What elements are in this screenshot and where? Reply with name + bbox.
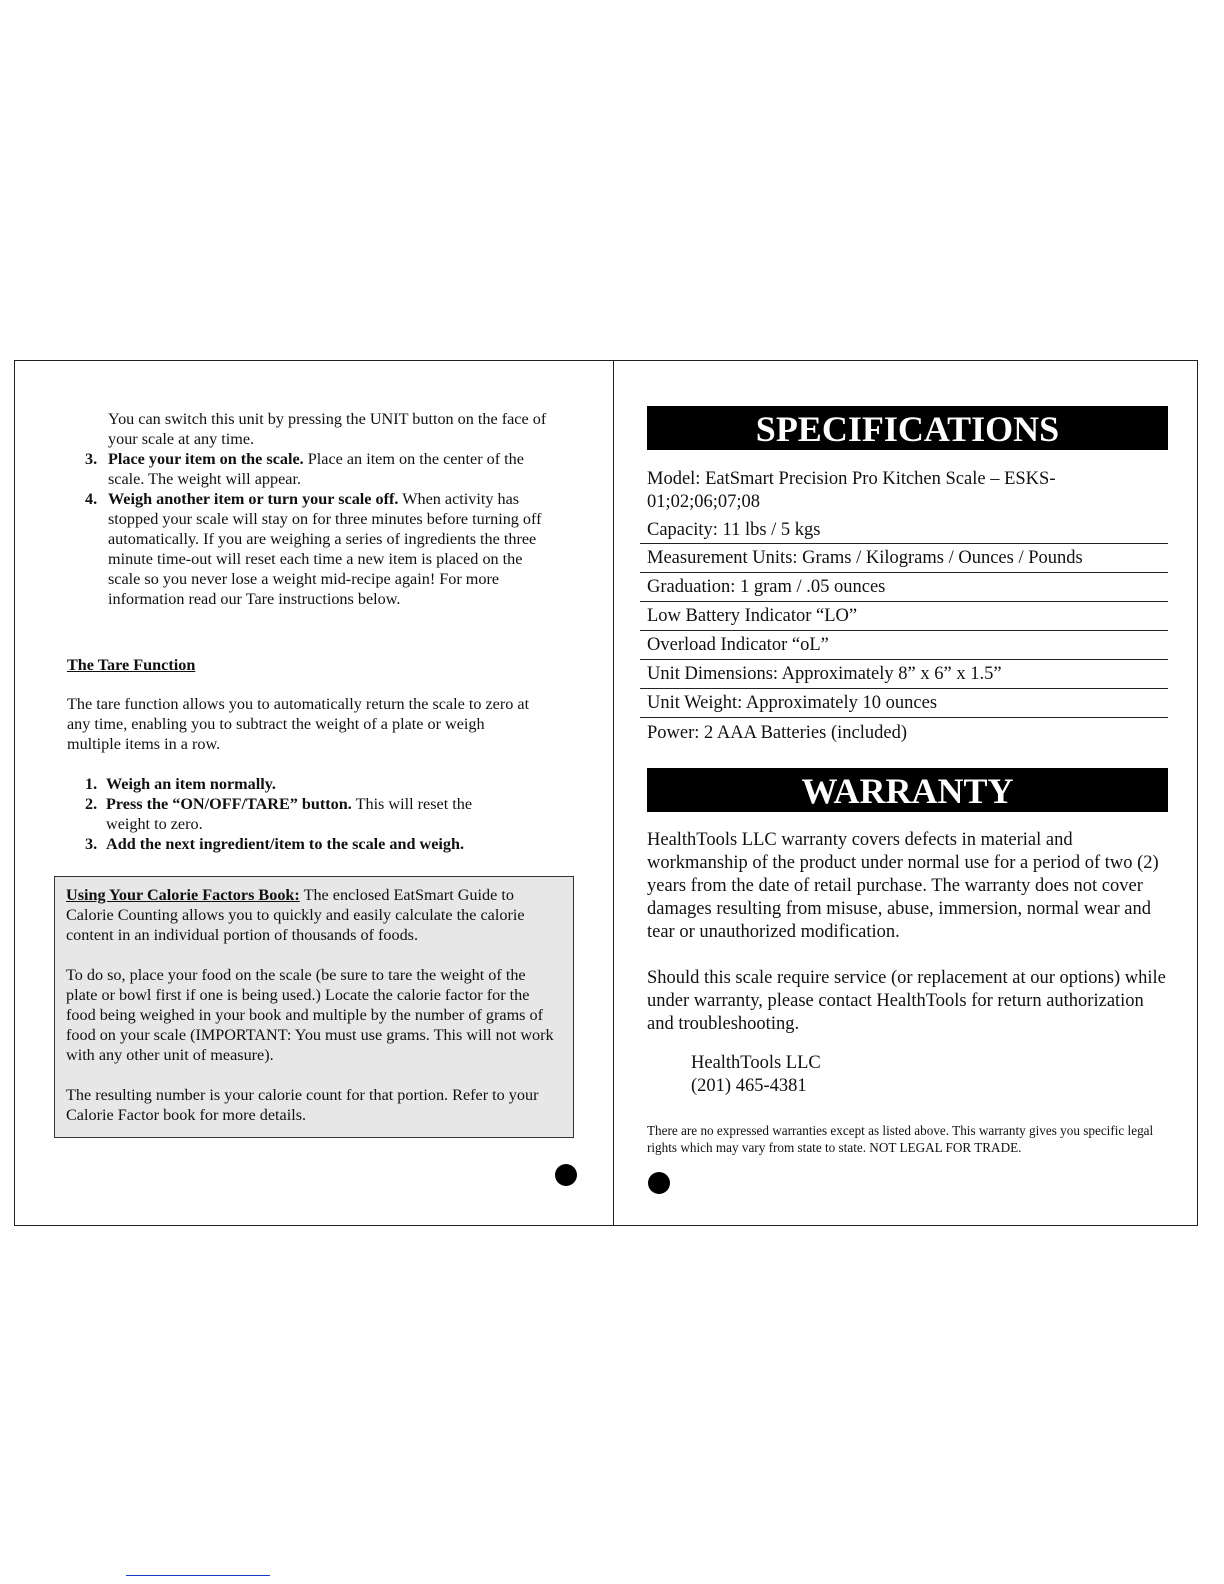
step-4-bold: Weigh another item or turn your scale off. (108, 490, 399, 508)
step-4 (108, 489, 548, 609)
spec-model: Model: EatSmart Precision Pro Kitchen Scale – ESKS-01;02;06;07;08 (647, 469, 1056, 512)
spec-units: Measurement Units: Grams / Kilograms / Ounces / Pounds (640, 544, 1168, 573)
page-divider (613, 360, 614, 1226)
step-4-number: 4. (85, 490, 98, 508)
calorie-factors-box (54, 876, 574, 1138)
spec-capacity: Capacity: 11 lbs / 5 kgs (640, 514, 1168, 544)
step-3 (108, 449, 548, 489)
warranty-paragraph-2: Should this scale require service (or replacement at our options) while under warranty, please contact HealthTools for return authorization and troubleshooting. (647, 968, 1166, 1034)
tare-step-2-number: 2. (85, 795, 98, 813)
step-3-bold: Place your item on the scale. (108, 450, 304, 468)
tare-step-1-bold: Weigh an item normally. (106, 775, 276, 793)
unit-switch-text: You can switch this unit by pressing the UNIT button on the face of your scale at any time. (108, 410, 547, 448)
tare-step-2-bold: Press the “ON/OFF/TARE” button. (106, 795, 352, 813)
spec-weight: Unit Weight: Approximately 10 ounces (640, 689, 1168, 718)
spec-graduation: Graduation: 1 gram / .05 ounces (640, 573, 1168, 602)
bottom-rule (126, 1575, 270, 1576)
tare-intro: The tare function allows you to automatically return the scale to zero at any time, enabling you to subtract the weight of a plate or weigh multiple items in a row. (67, 695, 530, 753)
spec-low-battery: Low Battery Indicator “LO” (640, 602, 1168, 631)
specifications-list (640, 468, 1168, 749)
spec-overload: Overload Indicator “oL” (640, 631, 1168, 660)
left-page-dot-icon (555, 1164, 577, 1186)
calorie-box-paragraph-1 (66, 885, 561, 945)
spec-power: Power: 2 AAA Batteries (included) (647, 723, 907, 743)
calorie-box-p3: The resulting number is your calorie count for that portion. Refer to your Calorie Factor book for more details. (66, 1086, 539, 1124)
tare-step-2 (106, 794, 496, 834)
right-page-dot-icon (648, 1172, 670, 1194)
contact-name: HealthTools LLC (691, 1053, 821, 1073)
warranty-paragraph-1: HealthTools LLC warranty covers defects in material and workmanship of the product under normal use for a period of two (2) years from the date of retail purchase. The warranty does not cover damages resulting from misuse, abuse, immersion, normal wear and tear or unauthorized modification. (647, 830, 1159, 942)
warranty-title: WARRANTY (647, 768, 1168, 812)
tare-step-2-text: This will reset the weight to zero. (106, 795, 473, 833)
spec-dimensions: Unit Dimensions: Approximately 8” x 6” x 1.5” (640, 660, 1168, 689)
step-3-number: 3. (85, 450, 98, 468)
calorie-box-p2: To do so, place your food on the scale (be sure to tare the weight of the plate or bowl first if one is being used.) Locate the calorie factor for the food being weighed in your book and multiple by the number of grams of food on your scale (IMPORTANT: You must use grams. This will not work with any other unit of measure). (66, 966, 554, 1064)
tare-step-1 (106, 774, 546, 794)
contact-phone: (201) 465-4381 (691, 1076, 807, 1096)
calorie-box-p1: The enclosed EatSmart Guide to Calorie Counting allows you to quickly and easily calculate the calorie content in an individual portion of thousands of foods. (66, 886, 525, 944)
tare-step-3-bold: Add the next ingredient/item to the scale and weigh. (106, 835, 465, 853)
tare-step-3 (106, 834, 546, 854)
step-3-text: Place an item on the center of the scale. The weight will appear. (108, 450, 524, 488)
tare-heading: The Tare Function (67, 656, 196, 674)
tare-step-3-number: 3. (85, 835, 98, 853)
tare-step-1-number: 1. (85, 775, 98, 793)
warranty-fine-print: There are no expressed warranties except as listed above. This warranty gives you specific legal rights which may vary from state to state. NOT LEGAL FOR TRADE. (647, 1123, 1154, 1155)
step-4-text: When activity has stopped your scale will stay on for three minutes before turning off automatically. If you are weighing a series of ingredients the three minute time-out will reset each time a new item is placed on the scale so you never lose a weight mid-recipe again! For more information read our Tare instructions below. (108, 490, 542, 608)
calorie-box-title: Using Your Calorie Factors Book: (66, 886, 300, 904)
specifications-title: SPECIFICATIONS (647, 406, 1168, 450)
